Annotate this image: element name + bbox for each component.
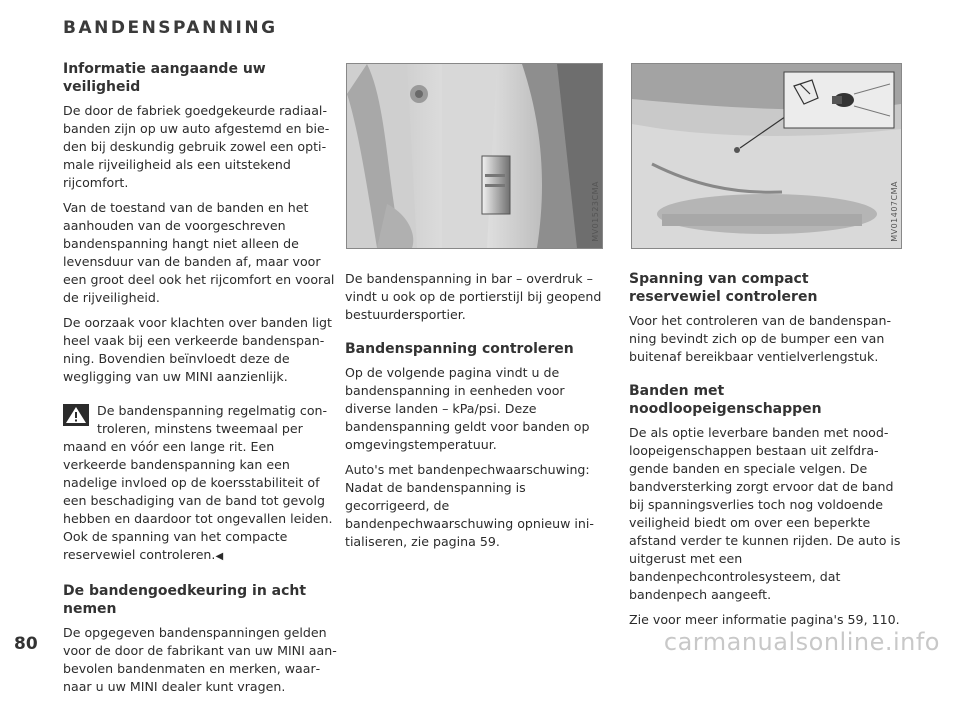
column-left xyxy=(63,60,338,703)
paragraph-runflat: De als optie leverbare banden met noodloopeigenschappen bestaan uit zelfdragende banden en speciale velgen. De bandversterking zorgt ervoor dat de band bij spanningsverlies toch nog voldoende veiligheid biedt om over een beperkte afstand verder te kunnen rijden. De auto is uitgerust met een bandenpechcontrolesysteem, dat bandenpech aangeeft. xyxy=(629,425,901,602)
column-middle xyxy=(345,270,603,558)
watermark: carmanualsonline.info xyxy=(663,628,940,656)
paragraph-tire-condition: Van de toestand van de banden en het aanhouden van de voorgeschreven bandenspanning hangt niet alleen de levensduur van de banden af, maar voor een groot deel ook het rijcomfort en vooral de rijveiligheid. xyxy=(63,200,335,305)
paragraph-tire-sizes: De opgegeven bandenspanningen gelden voor de door de fabrikant van uw MINI aanbevolen bandenmaten en merken, waarnaar u uw MINI dealer kunt vragen. xyxy=(63,625,337,694)
page-title: BANDENSPANNING xyxy=(63,18,278,38)
heading-check-pressure: Bandenspanning controleren xyxy=(345,341,574,357)
bumper-valve-illustration xyxy=(632,64,901,248)
column-right xyxy=(629,270,901,636)
heading-safety-info: Informatie aangaande uw veiligheid xyxy=(63,61,266,95)
paragraph-radial-tires: De door de fabriek goedgekeurde radiaalbanden zijn op uw auto afgestemd en bieden bij deskundig gebruik zowel een optimale rijveiligheid als een uitstekend rijcomfort. xyxy=(63,103,330,190)
heading-compact-spare: Spanning van compact reservewiel controleren xyxy=(629,271,818,305)
heading-runflat: Banden met noodloopeigenschappen xyxy=(629,383,822,417)
warning-triangle-icon xyxy=(63,404,89,426)
paragraph-valve-extension: Voor het controleren van de bandenspanning bevindt zich op de bumper een van buitenaf bereikbaar ventielverlengstuk. xyxy=(629,313,892,364)
paragraph-flat-tire-warning: Auto's met bandenpechwaarschuwing: Nadat de bandenspanning is gecorrigeerd, de bandenpechwaarschuwing opnieuw initialiseren, zie pagina 59. xyxy=(345,462,594,549)
paragraph-units: Op de volgende pagina vindt u de bandenspanning in eenheden voor diverse landen – kPa/psi. Deze bandenspanning geldt voor banden op omgevingstemperatuur. xyxy=(345,365,590,452)
paragraph-door-pillar: De bandenspanning in bar – overdruk – vindt u ook op de portierstijl bij geopend bestuurdersportier. xyxy=(345,271,602,322)
photo-code-right: MV01407CMA xyxy=(890,181,899,242)
page-number: 80 xyxy=(14,634,38,654)
photo-code-left: MV01523CMA xyxy=(591,181,600,242)
heading-tire-approval: De bandengoedkeuring in acht nemen xyxy=(63,583,307,617)
paragraph-more-info: Zie voor meer informatie pagina's 59, 110. xyxy=(629,612,900,627)
bumper-valve-photo xyxy=(631,63,902,249)
warning-block xyxy=(63,402,338,566)
warning-text: De bandenspanning regelmatig controleren, minstens tweemaal per maand en vóór een lange rit. Een verkeerde bandenspanning kan een nadelige invloed op de koersstabiliteit of een beschadiging van de band tot gevolg hebben en daardoor tot ongevallen leiden. Ook de spanning van het compacte reservewiel controleren. xyxy=(63,403,333,562)
end-mark-icon: ◀ xyxy=(215,551,224,562)
door-pillar-illustration xyxy=(347,64,602,248)
paragraph-complaints: De oorzaak voor klachten over banden ligt heel vaak bij een verkeerde bandenspanning. Bovendien beïnvloedt deze de wegligging van uw MINI aanzienlijk. xyxy=(63,315,332,384)
door-pillar-photo xyxy=(346,63,603,249)
